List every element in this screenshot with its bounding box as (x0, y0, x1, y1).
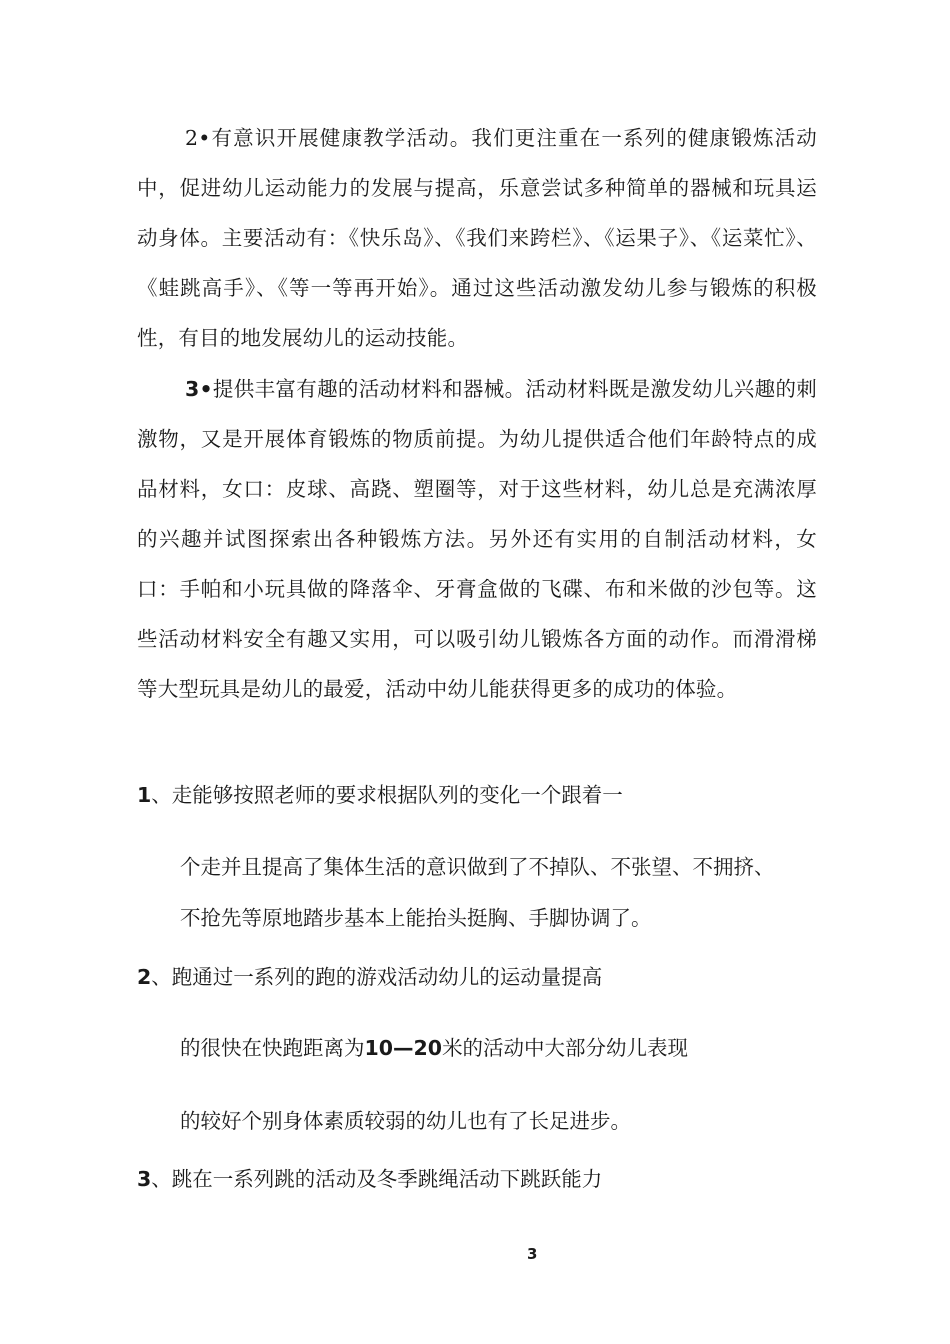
item-text: 的很快在快跑距离为 (180, 1036, 365, 1060)
item-number: 3 (137, 1167, 152, 1191)
paragraph-text: 有意识开展健康教学活动。我们更注重在一系列的健康锻炼活动中，促进幼儿运动能力的发展与提高，乐意尝试多种简单的器械和玩具运动身体。主要活动有：《快乐岛》、《我们来跨栏》、《运果子》、《运菜忙》、《蛙跳高手》、《等一等再开始》。通过这些活动激发幼儿参与锻炼的积极性，有目的地发展幼儿的运动技能。 (137, 126, 817, 350)
item-number: 2 (137, 965, 152, 989)
paragraph-health-activities (137, 113, 817, 363)
item-run-heading (137, 962, 602, 992)
item-text: 、跑通过一系列的跑的游戏活动幼儿的运动量提高 (151, 965, 603, 989)
paragraph-materials (137, 364, 817, 714)
item-text: 、走能够按照老师的要求根据队列的变化一个跟着一 (151, 783, 623, 807)
paragraph-text: 提供丰富有趣的活动材料和器械。活动材料既是激发幼儿兴趣的刺激物，又是开展体育锻炼的物质前提。为幼儿提供适合他们年龄特点的成品材料，女口：皮球、高跷、塑圈等，对于这些材料，幼儿总是充满浓厚的兴趣并试图探索出各种锻炼方法。另外还有实用的自制活动材料，女口：手帕和小玩具做的降落伞、牙膏盒做的飞碟、布和米做的沙包等。这些活动材料安全有趣又实用，可以吸引幼儿锻炼各方面的动作。而滑滑梯等大型玩具是幼儿的最爱，活动中幼儿能获得更多的成功的体验。 (137, 377, 817, 701)
distance-range: 10—20 (364, 1036, 443, 1060)
page-number: 3 (527, 1245, 538, 1263)
item-run-line-3: 的较好个别身体素质较弱的幼儿也有了长足进步。 (180, 1109, 631, 1133)
item-walk-line-2: 个走并且提高了集体生活的意识做到了不掉队、不张望、不拥挤、 (180, 855, 775, 879)
item-text: 、跳在一系列跳的活动及冬季跳绳活动下跳跃能力 (151, 1167, 603, 1191)
item-walk-line-3: 不抢先等原地踏步基本上能抬头挺胸、手脚协调了。 (180, 906, 652, 930)
item-number: 1 (137, 783, 152, 807)
item-jump-heading (137, 1164, 602, 1194)
paragraph-number: 2• (185, 126, 211, 150)
item-run-line-2 (180, 1033, 688, 1063)
item-text: 米的活动中大部分幼儿表现 (442, 1036, 689, 1060)
item-walk-heading (137, 780, 623, 810)
paragraph-number: 3• (185, 377, 213, 401)
